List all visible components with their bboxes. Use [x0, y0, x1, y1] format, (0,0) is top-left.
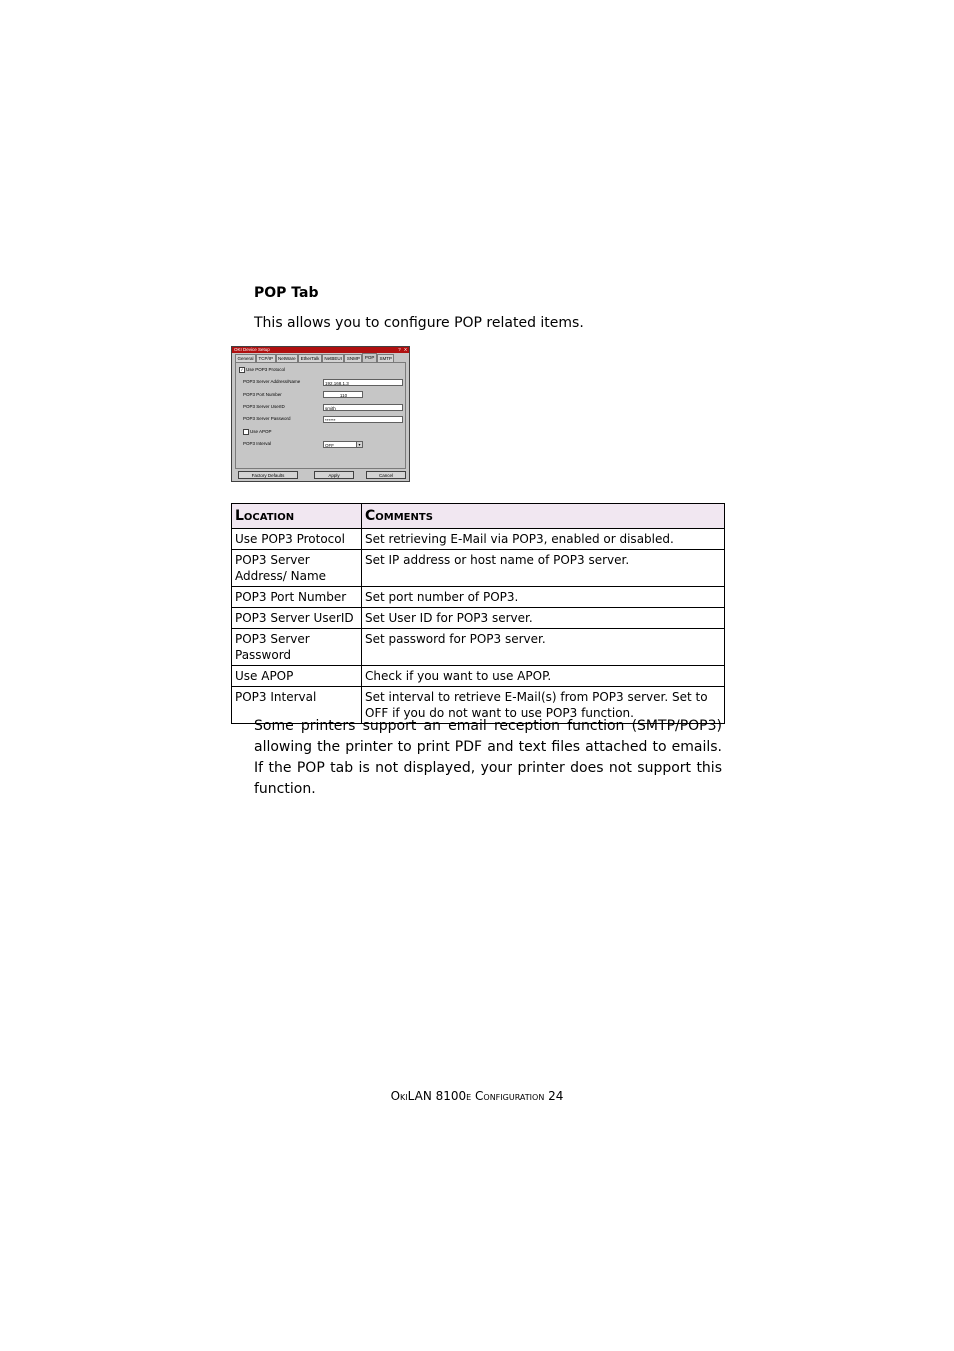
table-row: [232, 550, 725, 587]
interval-label: POP3 Interval: [243, 441, 272, 446]
table-row: [232, 587, 725, 608]
page-footer: OkiLAN 8100e Configuration 24: [390, 1089, 564, 1103]
support-note: Some printers support an email reception function (SMTP/POP3) allowing the printer to print PDF and text files attached to emails. If the POP tab is not displayed, your printer does not support this function.: [254, 718, 722, 797]
tab-general[interactable]: General: [235, 354, 256, 362]
location-cell: POP3 Port Number: [232, 587, 362, 608]
table-header-row: [232, 504, 725, 529]
tab-pop[interactable]: POP: [362, 353, 377, 363]
password-input[interactable]: ******: [323, 416, 403, 423]
intro-text: This allows you to configure POP related items.: [254, 315, 584, 331]
comment-cell: Set IP address or host name of POP3 server.: [362, 550, 725, 587]
password-label: POP3 Server Password: [243, 416, 291, 421]
comment-cell: Set port number of POP3.: [362, 587, 725, 608]
interval-value: OFF: [325, 443, 334, 448]
tab-netbeui[interactable]: NetBEUI: [322, 354, 345, 362]
port-label: POP3 Port Number: [243, 392, 282, 397]
location-cell: Use POP3 Protocol: [232, 529, 362, 550]
apply-button[interactable]: Apply: [314, 471, 354, 479]
use-pop3-row[interactable]: [239, 367, 285, 373]
location-cell: POP3 Server Password: [232, 629, 362, 666]
location-cell: POP3 Server Address/ Name: [232, 550, 362, 587]
comment-cell: Set retrieving E-Mail via POP3, enabled or disabled.: [362, 529, 725, 550]
tab-snmp[interactable]: SNMP: [344, 354, 362, 362]
header-location: Location: [232, 504, 362, 529]
comment-cell: Set interval to retrieve E-Mail(s) from POP3 server. Set to OFF if you do not want to use POP3 function.: [362, 687, 725, 724]
dialog-title-controls[interactable]: ? X: [398, 347, 408, 352]
use-pop3-checkbox[interactable]: ✓: [240, 367, 244, 372]
server-address-label: POP3 Server Address/Name: [243, 379, 301, 384]
comment-cell: Check if you want to use APOP.: [362, 666, 725, 687]
dialog-title: OKI Device Setup: [234, 347, 270, 352]
dialog-title-bar: [232, 347, 409, 353]
use-apop-row[interactable]: [243, 429, 272, 435]
use-apop-checkbox[interactable]: [243, 429, 249, 435]
location-cell: POP3 Interval: [232, 687, 362, 724]
tab-smtp[interactable]: SMTP: [377, 354, 395, 362]
table-row: [232, 529, 725, 550]
userid-input[interactable]: smith: [323, 404, 403, 411]
userid-label: POP3 Server UserID: [243, 404, 285, 409]
server-address-input[interactable]: 192.168.1.3: [323, 379, 403, 386]
table-row: [232, 629, 725, 666]
cancel-button[interactable]: Cancel: [366, 471, 406, 479]
tab-ethertalk[interactable]: EtherTalk: [298, 354, 322, 362]
table-row: [232, 608, 725, 629]
comment-cell: Set User ID for POP3 server.: [362, 608, 725, 629]
pop-settings-table: [231, 503, 725, 724]
header-comments: Comments: [362, 504, 725, 529]
port-input[interactable]: 110: [323, 391, 363, 398]
tab-netware[interactable]: NetWare: [276, 354, 299, 362]
comment-cell: Set password for POP3 server.: [362, 629, 725, 666]
factory-defaults-button[interactable]: Factory Defaults: [238, 471, 298, 479]
location-cell: Use APOP: [232, 666, 362, 687]
table-row: [232, 666, 725, 687]
section-heading: POP Tab: [254, 285, 319, 301]
tab-tcpip[interactable]: TCP/IP: [256, 354, 276, 362]
pop-tab-screenshot: [231, 346, 410, 482]
dialog-tabs: [235, 354, 407, 362]
location-cell: POP3 Server UserID: [232, 608, 362, 629]
use-pop3-label: Use POP3 Protocol: [246, 367, 286, 373]
interval-select[interactable]: [323, 441, 363, 448]
chevron-down-icon[interactable]: ▾: [356, 442, 362, 447]
use-apop-label: Use APOP: [250, 429, 272, 435]
